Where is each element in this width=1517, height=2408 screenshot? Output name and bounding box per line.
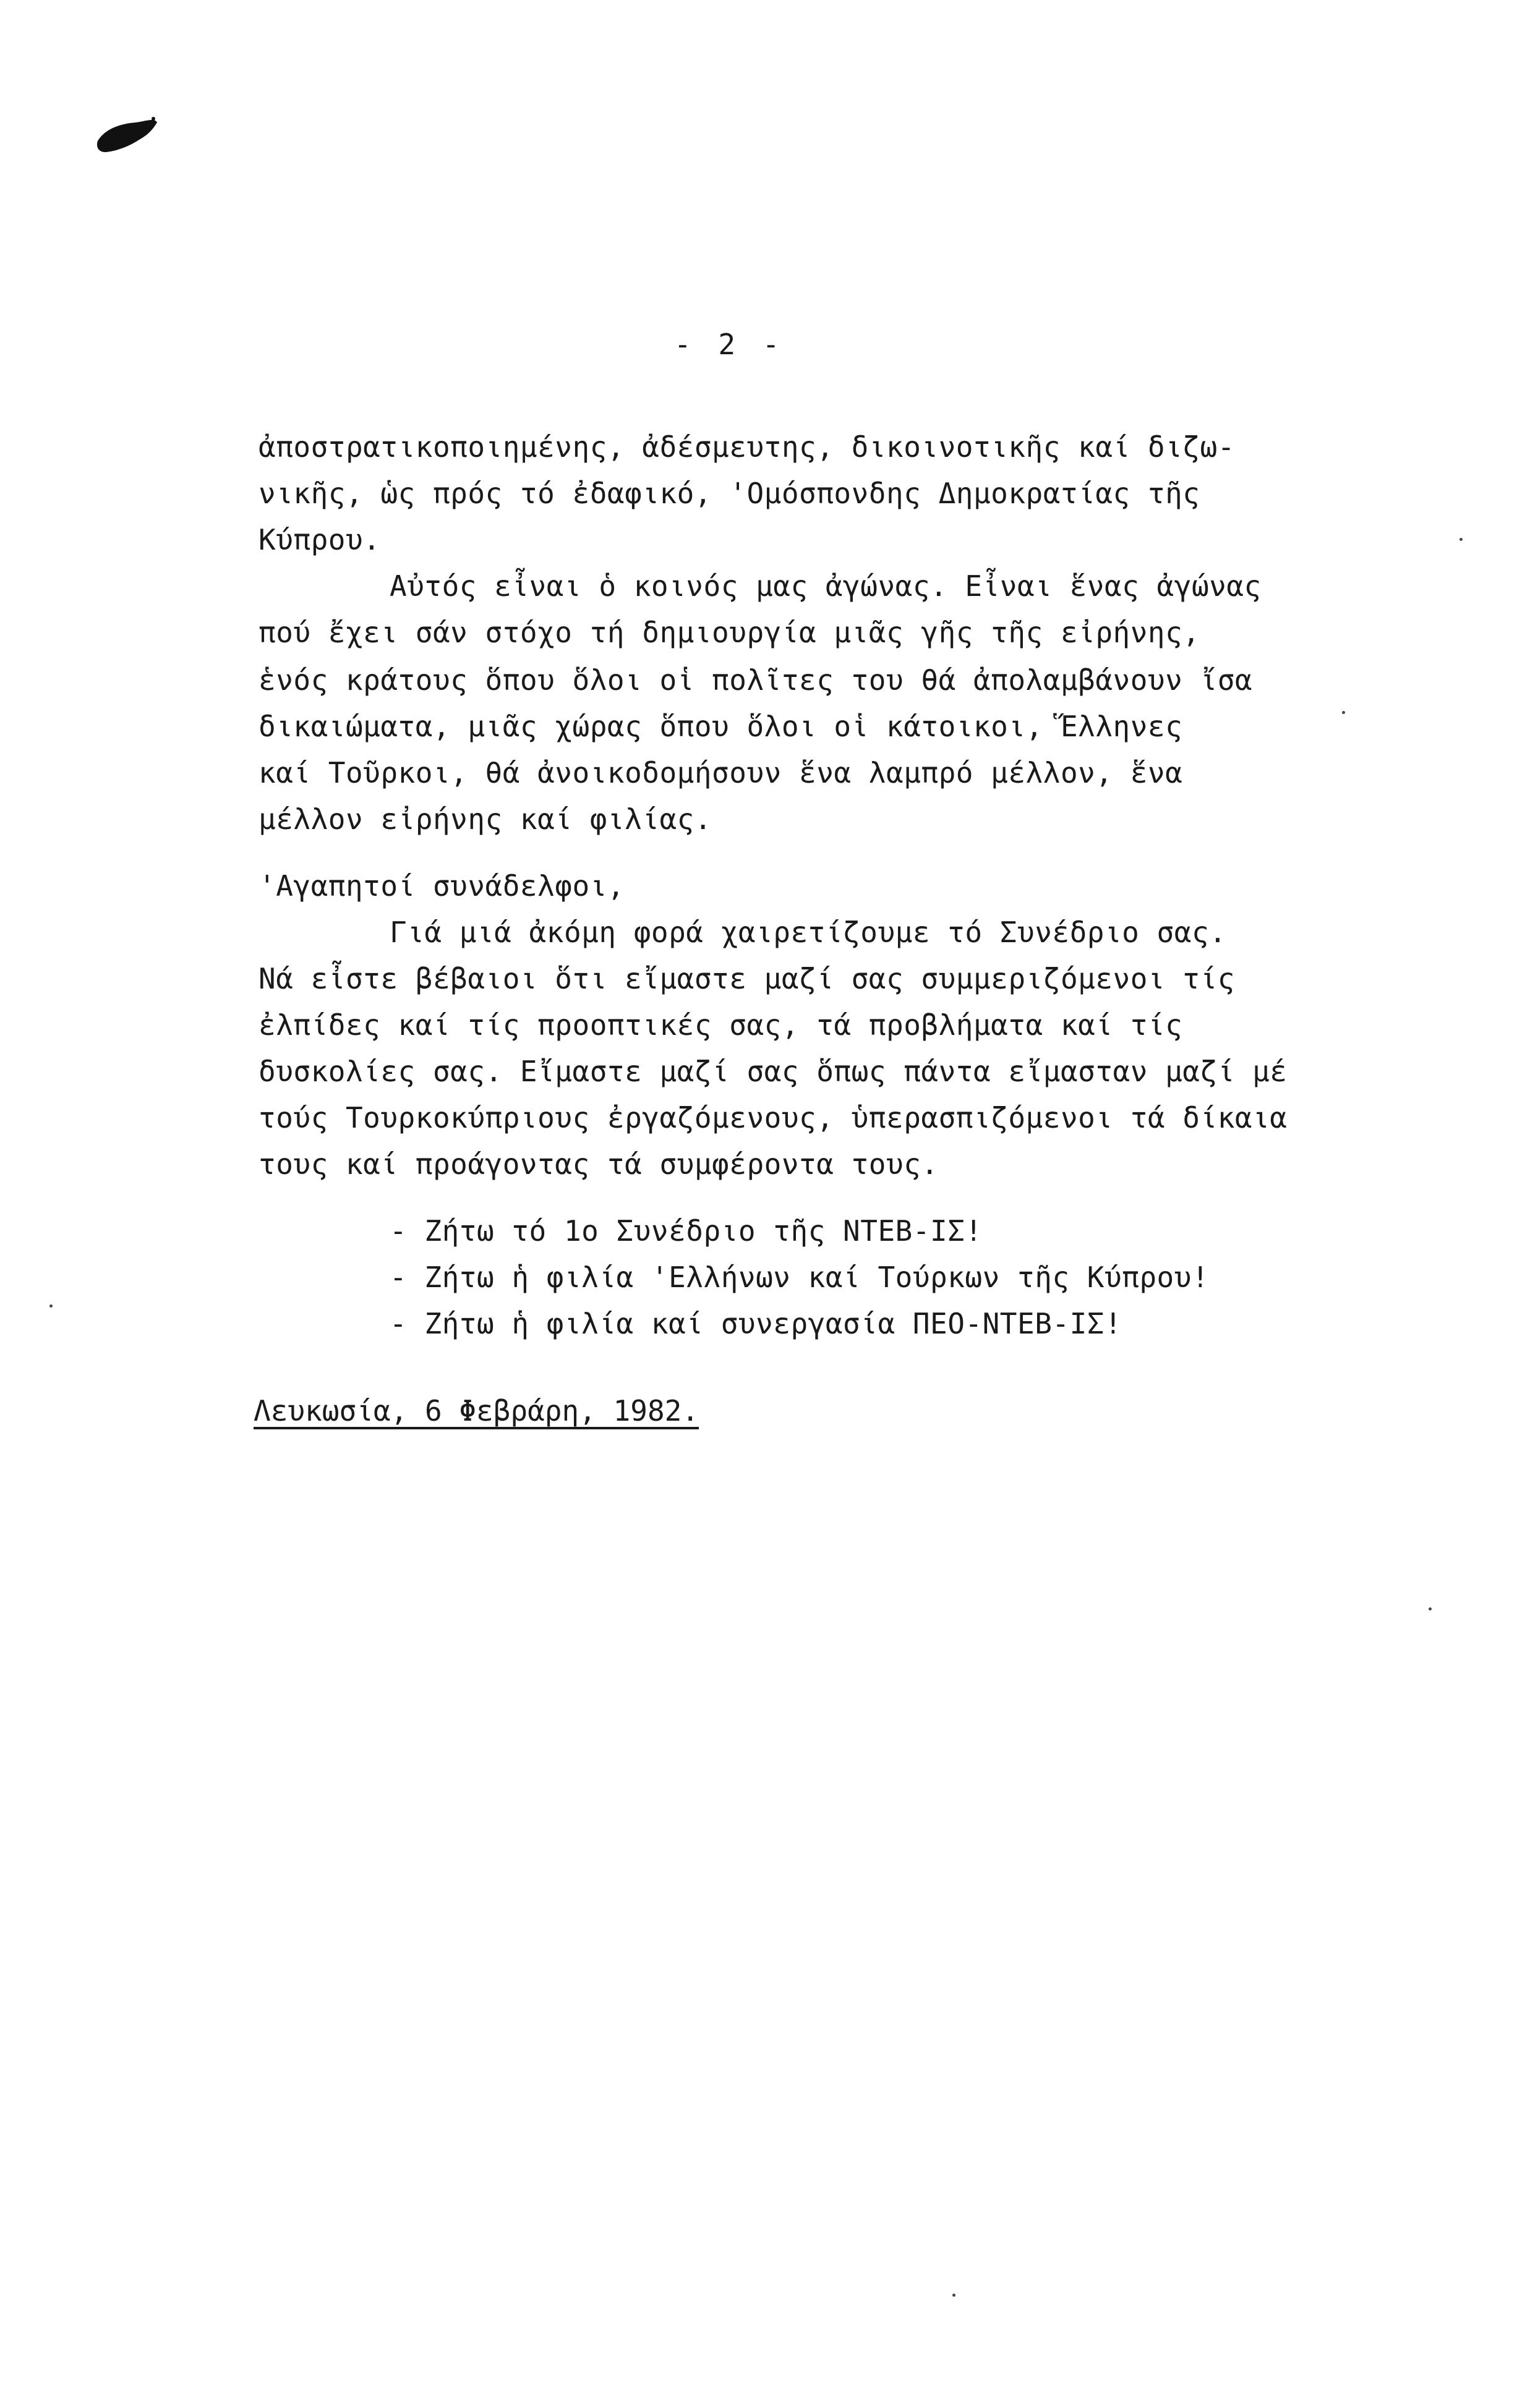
- slogan-1: - Ζήτω τό 1ο Συνέδριο τῆς ΝΤΕΒ-ΙΣ!: [390, 1214, 983, 1248]
- scan-speck: [1459, 538, 1463, 541]
- scan-speck: [49, 1304, 53, 1308]
- paragraph-2-line-1: Αὐτός εἶναι ὁ κοινός μας ἀγώνας. Εἶναι ἕνας ἀγώνας: [390, 569, 1262, 603]
- paragraph-3-line-6: τους καί προάγοντας τά συμφέροντα τους.: [259, 1147, 939, 1181]
- slogan-3: - Ζήτω ἡ φιλία καί συνεργασία ΠΕΟ-ΝΤΕΒ-ΙΣ!: [390, 1307, 1122, 1340]
- paragraph-3-line-1: Γιά μιά ἀκόμη φορά χαιρετίζουμε τό Συνέδριο σας.: [390, 916, 1227, 949]
- paragraph-2-line-4: δικαιώματα, μιᾶς χώρας ὅπου ὅλοι οἱ κάτοικοι, Ἕλληνες: [259, 710, 1183, 743]
- paragraph-2-line-2: πού ἔχει σάν στόχο τή δημιουργία μιᾶς γῆς τῆς εἰρήνης,: [259, 616, 1200, 649]
- paragraph-3-line-2: Νά εἶστε βέβαιοι ὅτι εἴμαστε μαζί σας συμμεριζόμενοι τίς: [259, 962, 1235, 995]
- paragraph-3-line-4: δυσκολίες σας. Εἴμαστε μαζί σας ὅπως πάντα εἴμασταν μαζί μέ: [259, 1055, 1288, 1088]
- scan-speck: [952, 2294, 955, 2297]
- salutation: 'Αγαπητοί συνάδελφοι,: [259, 869, 625, 903]
- paragraph-2-line-5: καί Τοῦρκοι, θά ἀνοικοδομήσουν ἕνα λαμπρό μέλλον, ἕνα: [259, 756, 1183, 789]
- slogan-2: - Ζήτω ἡ φιλία 'Ελλήνων καί Τούρκων τῆς Κύπρου!: [390, 1261, 1210, 1294]
- paragraph-1-line-1: ἀποστρατικοποιημένης, ἀδέσμευτης, δικοινοτικῆς καί διζω-: [259, 430, 1235, 464]
- paragraph-2-line-6: μέλλον εἰρήνης καί φιλίας.: [259, 802, 712, 836]
- page-number: - 2 -: [674, 328, 785, 361]
- paragraph-2-line-3: ἑνός κράτους ὅπου ὅλοι οἱ πολῖτες του θά ἀπολαμβάνουν ἴσα: [259, 663, 1253, 697]
- paragraph-3-line-5: τούς Τουρκοκύπριους ἐργαζόμενους, ὑπερασπιζόμενοι τά δίκαια: [259, 1101, 1288, 1134]
- paragraph-1-line-3: Κύπρου.: [259, 523, 381, 556]
- scan-speck: [1429, 1607, 1432, 1610]
- date-line: Λευκωσία, 6 Φεβράρη, 1982.: [254, 1394, 699, 1427]
- scan-speck: [1342, 711, 1345, 714]
- paragraph-3-line-3: ἐλπίδες καί τίς προοπτικές σας, τά προβλήματα καί τίς: [259, 1008, 1183, 1042]
- paragraph-1-line-2: νικῆς, ὡς πρός τό ἐδαφικό, 'Ομόσπονδης Δημοκρατίας τῆς: [259, 477, 1200, 510]
- ink-blot-mark: [93, 110, 161, 160]
